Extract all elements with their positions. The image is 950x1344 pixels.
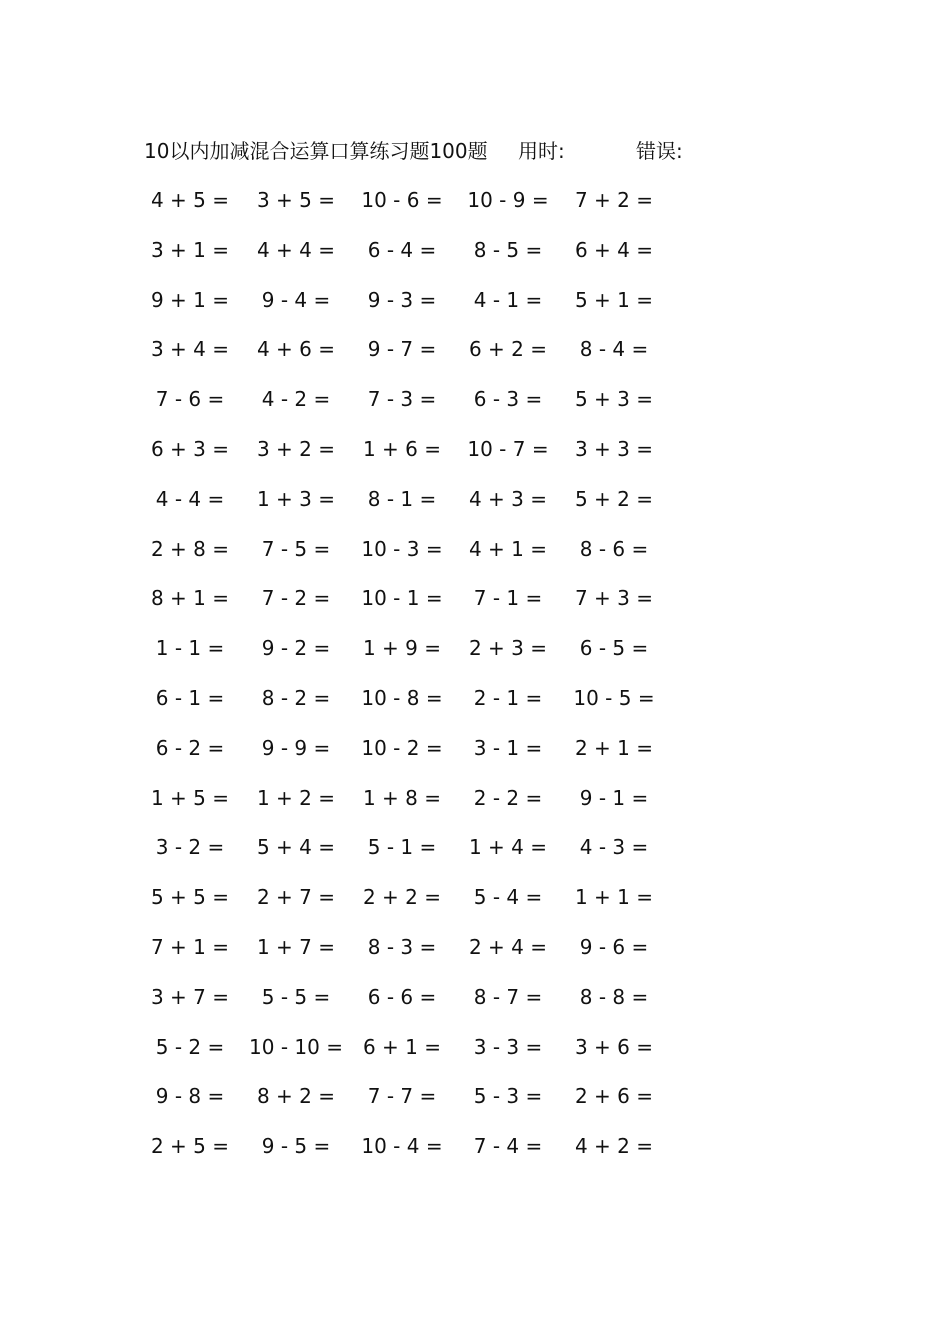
math-problem: 6 + 1 = [362, 1034, 442, 1059]
math-problem: 1 + 2 = [256, 785, 336, 810]
problem-row [140, 285, 700, 335]
math-problem: 6 + 3 = [150, 436, 230, 461]
math-problem: 9 - 6 = [579, 934, 649, 959]
math-problem: 7 + 2 = [574, 188, 654, 212]
problem-row [140, 982, 700, 1032]
problem-row [140, 434, 700, 484]
math-problem: 5 + 4 = [256, 835, 336, 860]
math-problem: 4 + 6 = [256, 337, 336, 362]
math-problem: 2 + 6 = [574, 1084, 654, 1109]
math-problem: 7 - 1 = [473, 586, 543, 611]
math-problem: 7 - 6 = [155, 387, 225, 412]
math-problem: 2 - 1 = [473, 685, 543, 710]
math-problem: 8 + 2 = [256, 1084, 336, 1109]
math-problem: 5 - 4 = [473, 885, 543, 910]
math-problem: 5 - 1 = [367, 835, 437, 860]
math-problem: 10 - 5 = [573, 685, 655, 710]
problem-row [140, 185, 700, 235]
math-problem: 5 + 2 = [574, 486, 654, 511]
math-problem: 10 - 1 = [361, 586, 443, 611]
math-problem: 1 + 3 = [256, 486, 336, 511]
math-problem: 5 - 5 = [261, 984, 331, 1009]
math-problem: 4 + 3 = [468, 486, 548, 511]
math-problem: 5 + 1 = [574, 287, 654, 312]
math-problem: 1 + 5 = [150, 785, 230, 810]
math-problem: 9 - 3 = [367, 287, 437, 312]
math-problem: 6 - 4 = [367, 237, 437, 262]
math-problem: 3 - 1 = [473, 735, 543, 760]
math-problem: 9 - 7 = [367, 337, 437, 362]
math-problem: 3 + 6 = [574, 1034, 654, 1059]
math-problem: 3 + 2 = [256, 436, 336, 461]
math-problem: 4 - 1 = [473, 287, 543, 312]
math-problem: 3 + 1 = [150, 237, 230, 262]
math-problem: 10 - 6 = [361, 188, 443, 212]
math-problem: 1 + 1 = [574, 885, 654, 910]
error-count-label: 错误: [636, 139, 683, 163]
math-problem: 2 - 2 = [473, 785, 543, 810]
math-problem: 8 - 7 = [473, 984, 543, 1009]
problem-row [140, 583, 700, 633]
math-problem: 7 - 4 = [473, 1134, 543, 1159]
math-problem: 10 - 9 = [467, 188, 549, 212]
problem-row [140, 783, 700, 833]
math-problem: 8 - 6 = [579, 536, 649, 561]
math-problem: 4 - 2 = [261, 387, 331, 412]
math-problem: 7 - 5 = [261, 536, 331, 561]
math-problem: 10 - 8 = [361, 685, 443, 710]
math-problem: 2 + 2 = [362, 885, 442, 910]
time-used-label: 用时: [518, 139, 565, 163]
math-problem: 6 + 4 = [574, 237, 654, 262]
math-problem: 7 - 7 = [367, 1084, 437, 1109]
math-problem: 3 + 7 = [150, 984, 230, 1009]
math-problem: 6 + 2 = [468, 337, 548, 362]
math-problem: 2 + 8 = [150, 536, 230, 561]
math-problem: 8 + 1 = [150, 586, 230, 611]
math-problem: 6 - 1 = [155, 685, 225, 710]
problem-row [140, 484, 700, 534]
problem-row [140, 832, 700, 882]
math-problem: 7 + 3 = [574, 586, 654, 611]
math-problem: 8 - 8 = [579, 984, 649, 1009]
math-problem: 2 + 1 = [574, 735, 654, 760]
math-problem: 3 + 5 = [256, 188, 336, 212]
math-problem: 10 - 2 = [361, 735, 443, 760]
math-problem: 9 - 9 = [261, 735, 331, 760]
math-problem: 8 - 3 = [367, 934, 437, 959]
math-problem: 1 + 4 = [468, 835, 548, 860]
math-problem: 8 - 5 = [473, 237, 543, 262]
math-problem: 2 + 3 = [468, 636, 548, 661]
math-problem: 2 + 4 = [468, 934, 548, 959]
problem-row [140, 384, 700, 434]
problem-row [140, 733, 700, 783]
math-problem: 4 - 3 = [579, 835, 649, 860]
math-problem: 10 - 10 = [249, 1034, 343, 1059]
math-problem: 3 + 4 = [150, 337, 230, 362]
problem-row [140, 534, 700, 584]
math-problem: 3 + 3 = [574, 436, 654, 461]
math-problem: 3 - 3 = [473, 1034, 543, 1059]
problem-row [140, 334, 700, 384]
math-problem: 8 - 2 = [261, 685, 331, 710]
math-problem: 9 - 4 = [261, 287, 331, 312]
math-problem: 9 - 5 = [261, 1134, 331, 1159]
math-problem: 5 + 5 = [150, 885, 230, 910]
problem-row [140, 932, 700, 982]
math-problem: 7 - 3 = [367, 387, 437, 412]
math-problem: 4 + 2 = [574, 1134, 654, 1159]
math-problem: 6 - 6 = [367, 984, 437, 1009]
math-problem: 9 - 1 = [579, 785, 649, 810]
problem-row [140, 1131, 700, 1181]
problem-row [140, 633, 700, 683]
math-problem: 4 + 5 = [150, 188, 230, 212]
math-problem: 3 - 2 = [155, 835, 225, 860]
math-problem: 1 + 8 = [362, 785, 442, 810]
math-problem: 2 + 5 = [150, 1134, 230, 1159]
math-problem: 4 + 1 = [468, 536, 548, 561]
math-problem: 10 - 7 = [467, 436, 549, 461]
math-problem: 10 - 3 = [361, 536, 443, 561]
math-problem: 6 - 5 = [579, 636, 649, 661]
math-problem: 9 - 8 = [155, 1084, 225, 1109]
math-problem: 1 + 6 = [362, 436, 442, 461]
problem-row [140, 1081, 700, 1131]
math-problem: 5 - 3 = [473, 1084, 543, 1109]
math-problem: 4 - 4 = [155, 486, 225, 511]
math-problem: 6 - 2 = [155, 735, 225, 760]
math-problem: 5 - 2 = [155, 1034, 225, 1059]
math-problem: 2 + 7 = [256, 885, 336, 910]
math-problem: 1 - 1 = [155, 636, 225, 661]
problem-row [140, 1032, 700, 1082]
math-problem: 8 - 1 = [367, 486, 437, 511]
problem-row [140, 235, 700, 285]
math-problem: 1 + 7 = [256, 934, 336, 959]
problem-row [140, 882, 700, 932]
math-problem: 7 + 1 = [150, 934, 230, 959]
problem-row [140, 683, 700, 733]
problem-grid [140, 185, 700, 1181]
math-problem: 7 - 2 = [261, 586, 331, 611]
math-problem: 10 - 4 = [361, 1134, 443, 1159]
math-problem: 8 - 4 = [579, 337, 649, 362]
math-problem: 9 + 1 = [150, 287, 230, 312]
math-problem: 6 - 3 = [473, 387, 543, 412]
worksheet-title: 10以内加减混合运算口算练习题100题 [144, 139, 488, 163]
math-problem: 1 + 9 = [362, 636, 442, 661]
math-problem: 5 + 3 = [574, 387, 654, 412]
math-problem: 4 + 4 = [256, 237, 336, 262]
math-problem: 9 - 2 = [261, 636, 331, 661]
